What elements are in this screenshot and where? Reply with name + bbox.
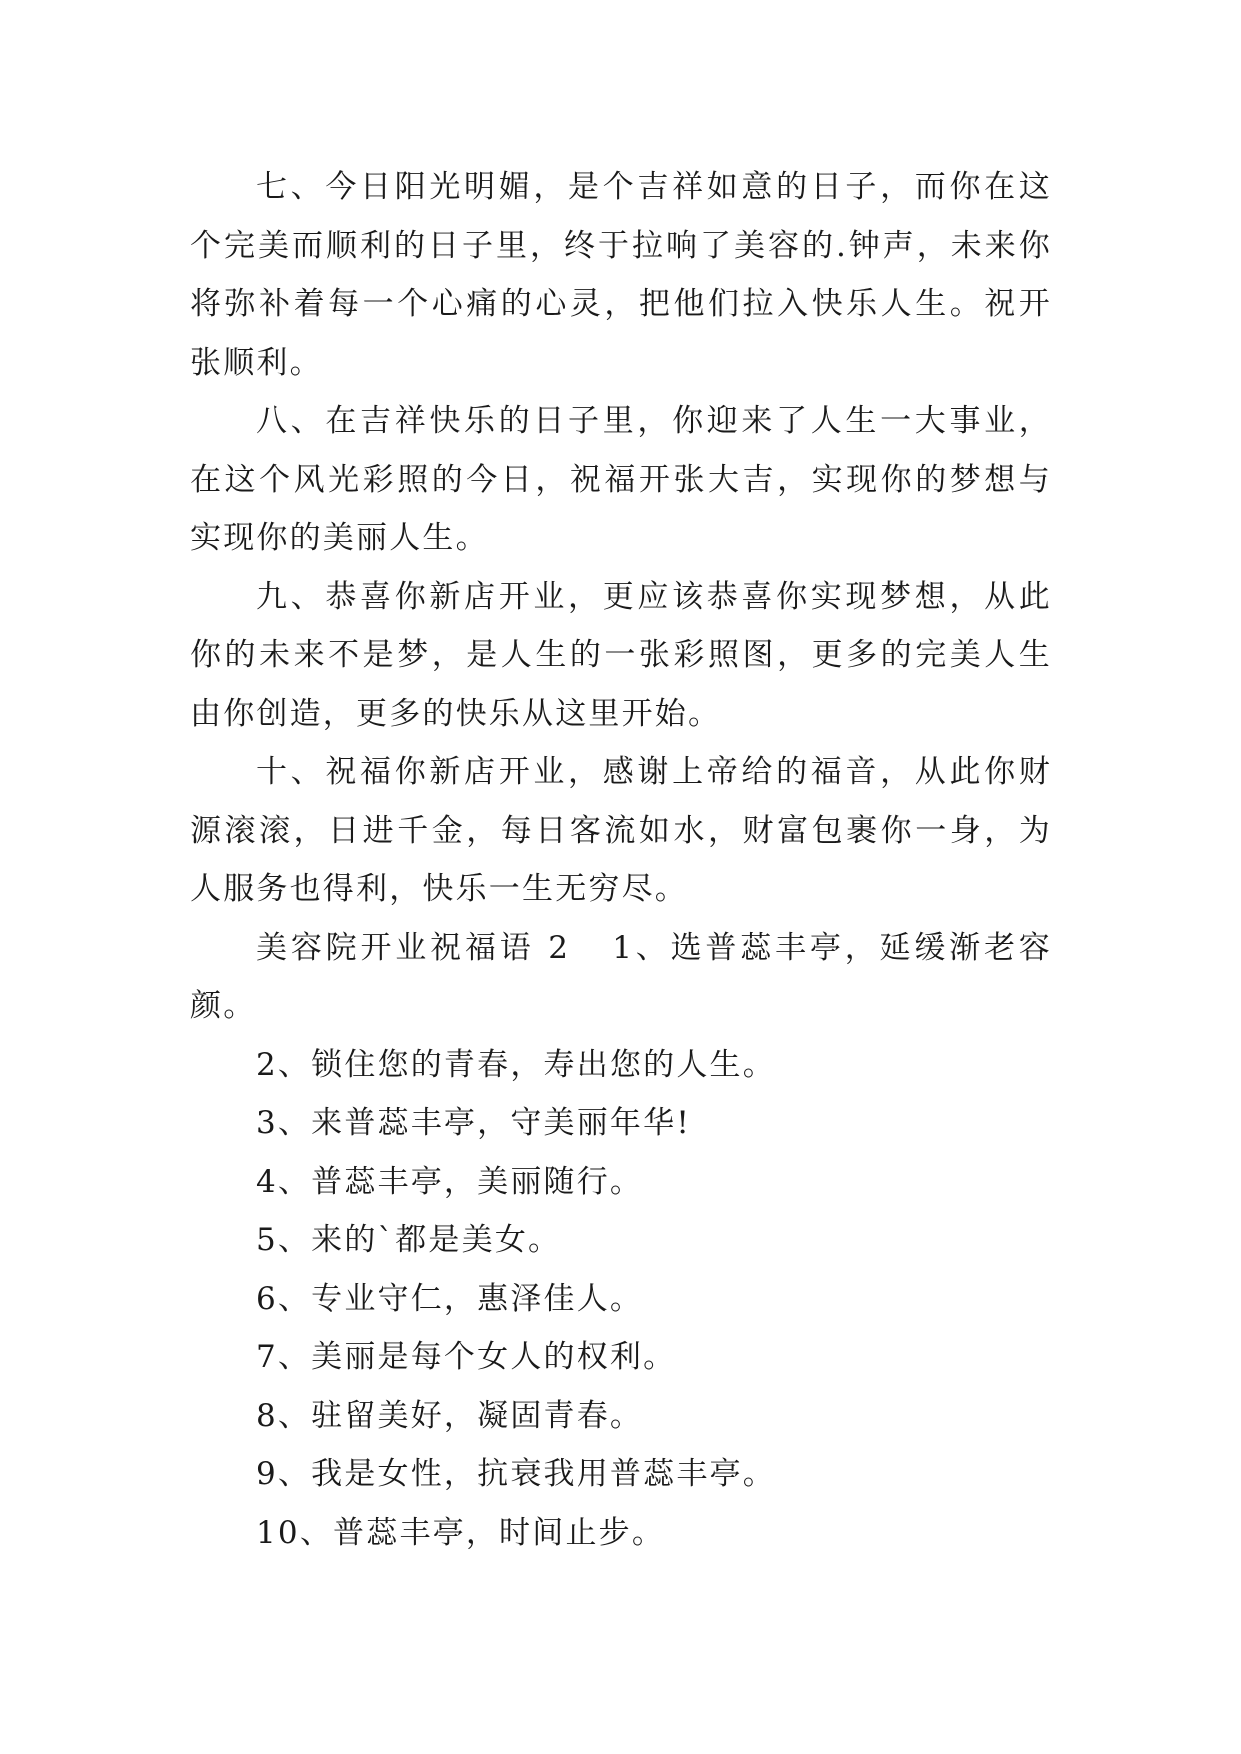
document-body [190,158,1052,1562]
list-item-3: 3、来普蕊丰亭，守美丽年华! [256,1105,691,1141]
list-item-10: 10、普蕊丰亭，时间止步。 [256,1514,666,1551]
paragraph-7: 七、今日阳光明媚，是个吉祥如意的日子，而你在这个完美而顺利的日子里，终于拉响了美容的.钟声，未来你将弥补着每一个心痛的心灵，把他们拉入快乐人生。祝开张顺利。 [190,169,1052,381]
list-item-9: 9、我是女性，抗衰我用普蕊丰亭。 [256,1456,776,1492]
section-2-heading: 美容院开业祝福语 2 [256,929,571,966]
paragraph-10: 十、祝福你新店开业，感谢上帝给的福音，从此你财源滚滚，日进千金，每日客流如水，财富包裹你一身，为人服务也得利，快乐一生无穷尽。 [190,754,1052,907]
paragraph-8: 八、在吉祥快乐的日子里，你迎来了人生一大事业，在这个风光彩照的今日，祝福开张大吉，实现你的梦想与实现你的美丽人生。 [190,403,1052,556]
list-item-5: 5、来的`都是美女。 [256,1222,562,1258]
list-item-6: 6、专业守仁，惠泽佳人。 [256,1280,644,1317]
list-item-7: 7、美丽是每个女人的权利。 [256,1339,677,1375]
paragraph-9: 九、恭喜你新店开业，更应该恭喜你实现梦想，从此你的未来不是梦，是人生的一张彩照图，更多的完美人生由你创造，更多的快乐从这里开始。 [190,578,1052,732]
list-item-1: 1、选普蕊丰亭，延缓渐老容颜。 [190,929,1053,1024]
list-item-2: 2、锁住您的青春，寿出您的人生。 [256,1046,776,1083]
section-2-paragraph [190,919,1052,1036]
list-item-8: 8、驻留美好，凝固青春。 [256,1397,644,1434]
list-item-4: 4、普蕊丰亭，美丽随行。 [256,1163,644,1200]
